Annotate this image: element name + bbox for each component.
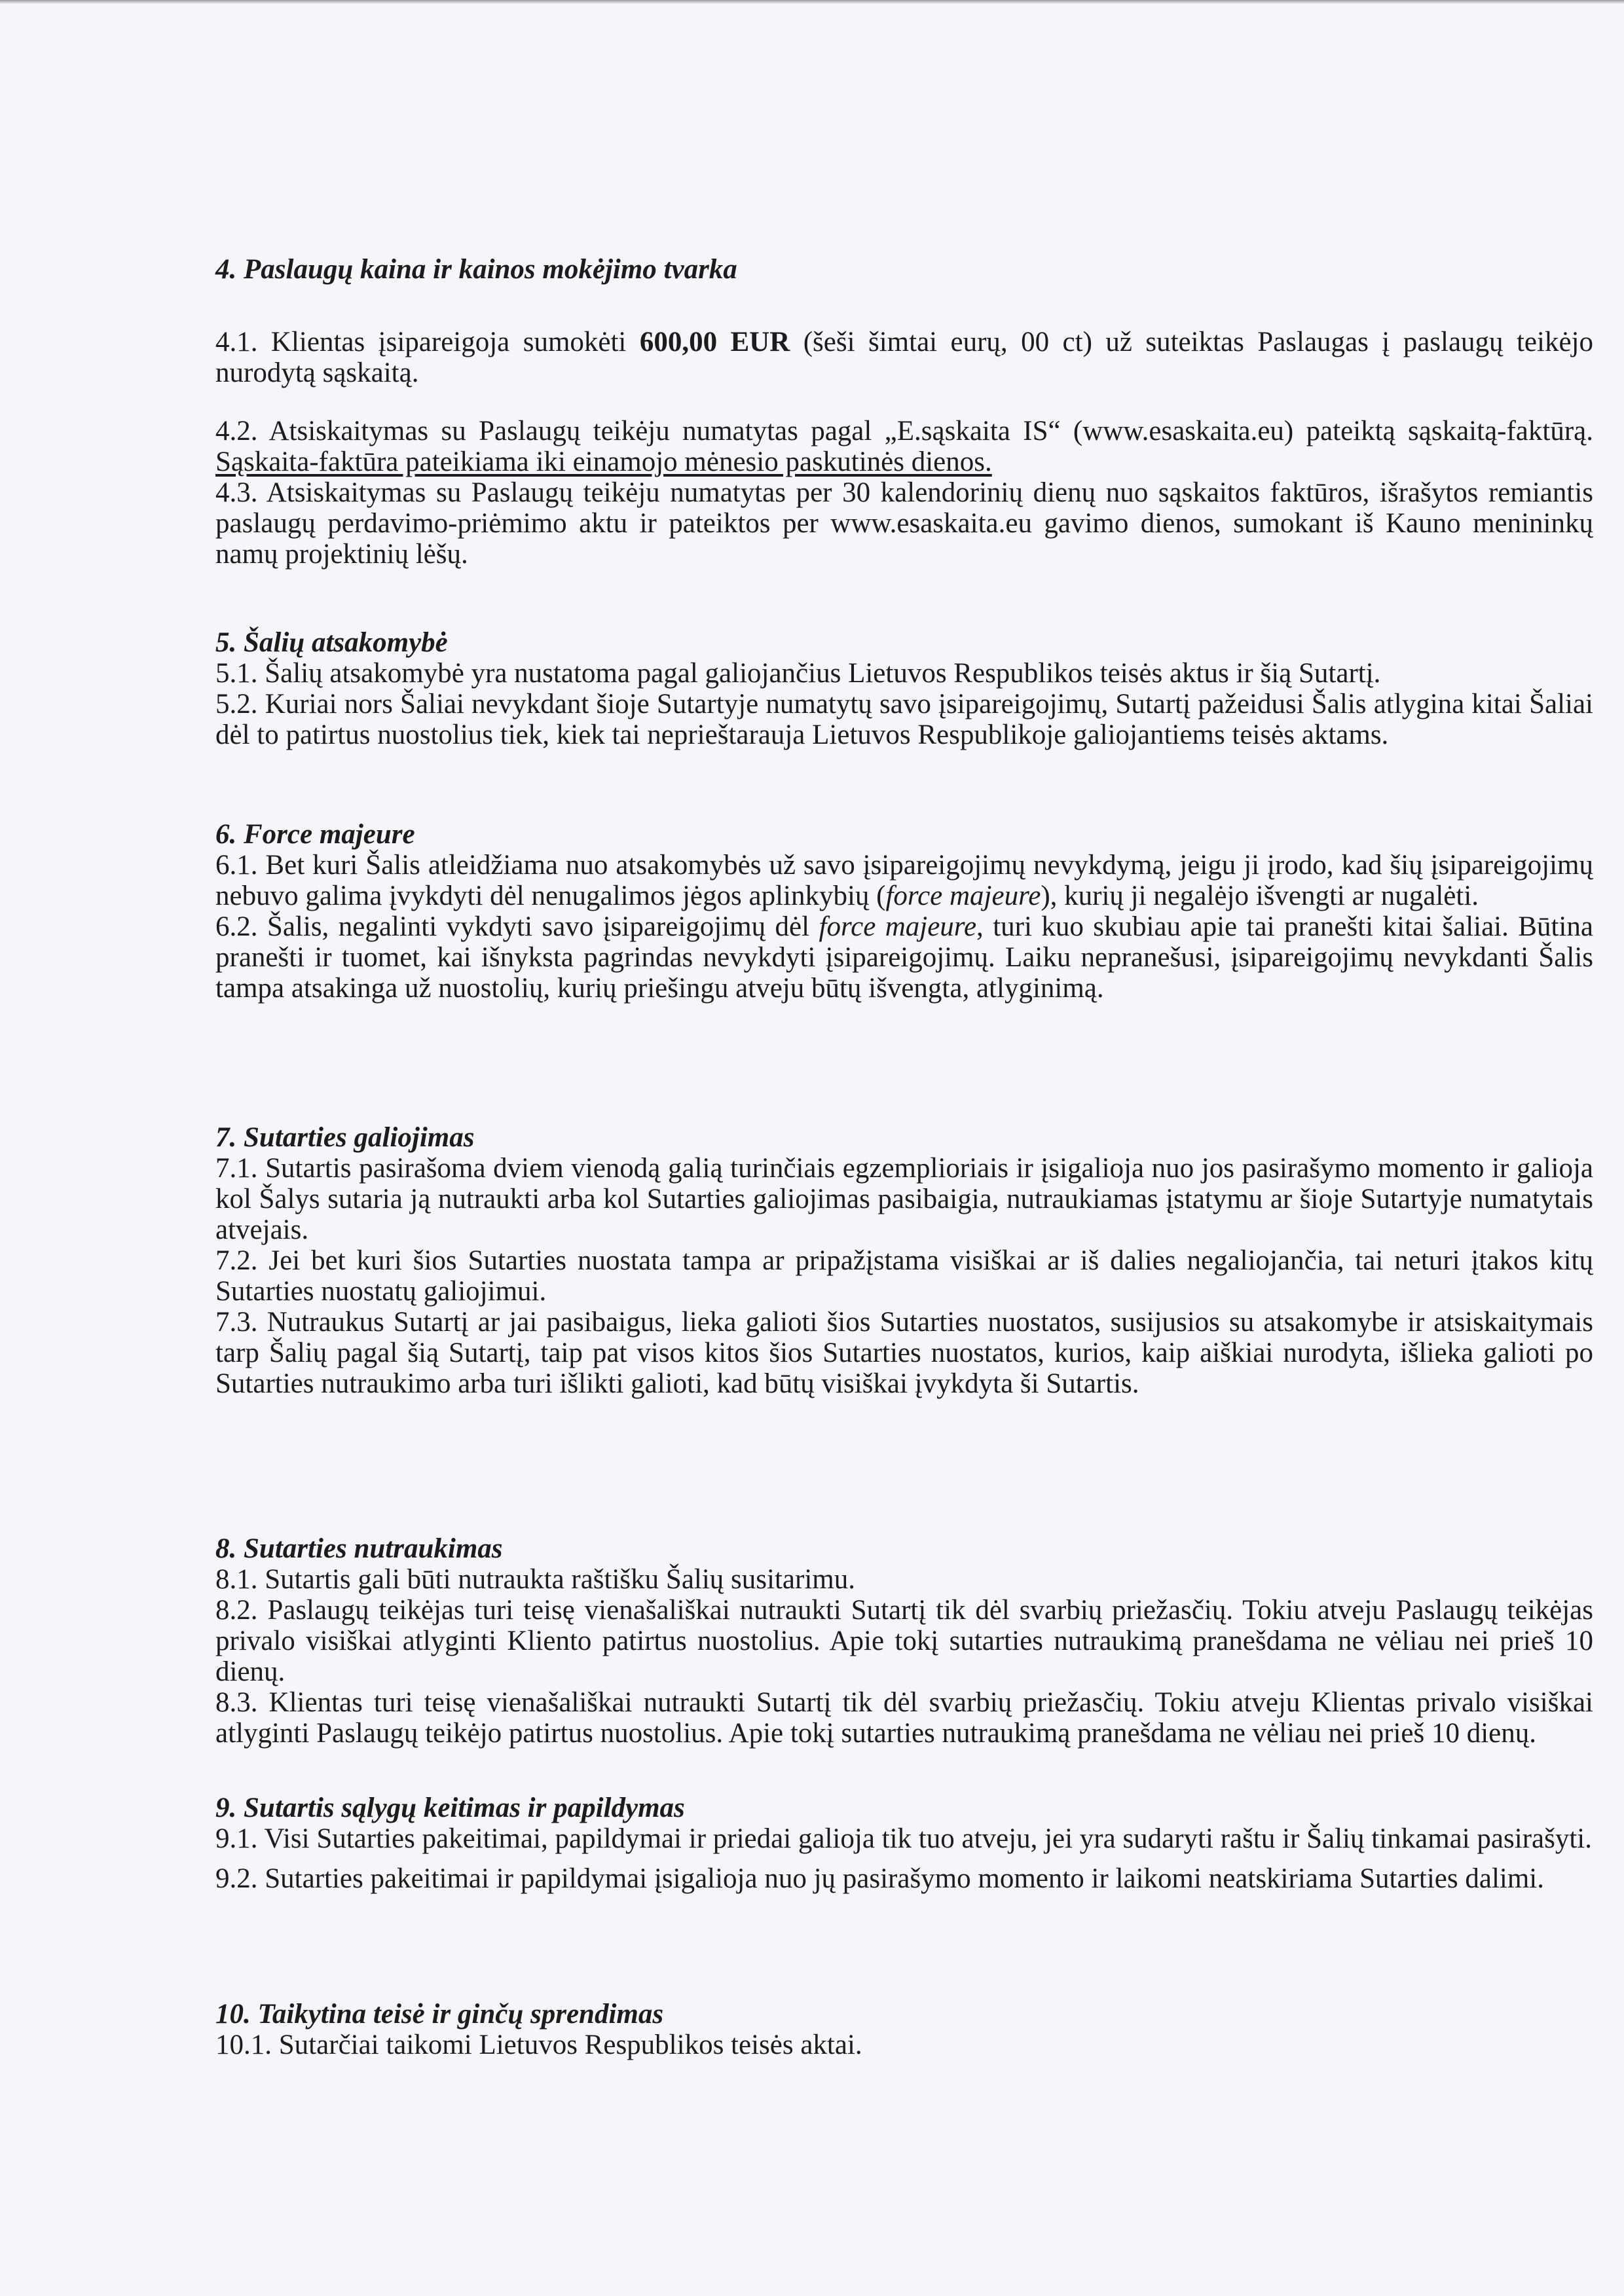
clause-7-1: 7.1. Sutartis pasirašoma dviem vienodą galią turinčiais egzemplioriais ir įsigalioja nuo jos pasirašymo momento ir galioja kol Šalys sutaria ją nutraukti arba kol Sutarties galiojimas pasibaigia, nutraukiamas įstatymu ar šioje Sutartyje numatytais atvejais.: [215, 1153, 1593, 1245]
section-8-termination: [215, 1533, 1593, 1749]
underlined-text: Sąskaita-faktūra pateikiama iki einamojo mėnesio paskutinės dienos.: [215, 446, 992, 477]
section-7-validity: [215, 1122, 1593, 1399]
clause-4-1: [215, 327, 1593, 388]
clause-8-1: 8.1. Sutartis gali būti nutraukta raštišku Šalių susitarimu.: [215, 1564, 855, 1595]
clause-5-1: 5.1. Šalių atsakomybė yra nustatoma pagal galiojančius Lietuvos Respublikos teisės aktus ir šią Sutartį.: [215, 658, 1381, 689]
clause-10-1: 10.1. Sutarčiai taikomi Lietuvos Respublikos teisės aktai.: [215, 2030, 862, 2060]
section-5-liability: [215, 627, 1593, 750]
clause-9-2: 9.2. Sutarties pakeitimai ir papildymai įsigalioja nuo jų pasirašymo momento ir laikomi neatskiriama Sutarties dalimi.: [215, 1863, 1544, 1894]
section-4-price: [215, 254, 1593, 570]
section-heading: 4. Paslaugų kaina ir kainos mokėjimo tvarka: [215, 254, 737, 285]
clause-4-2: [215, 416, 1593, 477]
section-heading: 10. Taikytina teisė ir ginčų sprendimas: [215, 1999, 664, 2030]
text: , turi kuo skubiau apie tai pranešti kitai šaliai. Būtina pranešti ir tuomet, kai išnyksta pagrindas nevykdyti įsipareigojimų. Laiku nepranešusi, įsipareigojimų nevykdanti Šalis tampa atsakinga už nuostolių, kurių priešingu atveju būtų išvengta, atlyginimą.: [215, 911, 1593, 1004]
clause-4-3: 4.3. Atsiskaitymas su Paslaugų teikėju numatytas per 30 kalendorinių dienų nuo sąskaitos faktūros, išrašytos remiantis paslaugų perdavimo-priėmimo aktu ir pateiktos per www.esaskaita.eu gavimo dienos, sumokant iš Kauno menininkų namų projektinių lėšų.: [215, 477, 1593, 570]
text: 4.1. Klientas įsipareigoja sumokėti: [215, 327, 640, 357]
clause-6-2: [215, 911, 1593, 1004]
text: 6.2. Šalis, negalinti vykdyti savo įsipareigojimų dėl: [215, 911, 819, 942]
italic-text: force majeure: [885, 881, 1041, 911]
text: 6.1. Bet kuri Šalis atleidžiama nuo atsakomybės už savo įsipareigojimų nevykdymą, jeigu ji įrodo, kad šių įsipareigojimų nebuvo galima įvykdyti dėl nenugalimos jėgos aplinkybių (: [215, 850, 1593, 911]
section-heading: 6. Force majeure: [215, 819, 415, 850]
clause-5-2: 5.2. Kuriai nors Šaliai nevykdant šioje Sutartyje numatytų savo įsipareigojimų, Sutartį pažeidusi Šalis atlygina kitai Šaliai dėl to patirtus nuostolius tiek, kiek tai neprieštarauja Lietuvos Respublikoje galiojantiems teisės aktams.: [215, 689, 1593, 750]
clause-6-1: [215, 850, 1593, 911]
italic-text: force majeure: [819, 911, 977, 942]
clause-7-2: 7.2. Jei bet kuri šios Sutarties nuostata tampa ar pripažįstama visiškai ar iš dalies negaliojančia, tai neturi įtakos kitų Sutarties nuostatų galiojimui.: [215, 1245, 1593, 1307]
section-heading: 7. Sutarties galiojimas: [215, 1122, 475, 1153]
text: 4.2. Atsiskaitymas su Paslaugų teikėju numatytas pagal „E.sąskaita IS“ (www.esaskaita.eu) pateiktą sąskaitą-faktūrą.: [215, 416, 1593, 446]
section-heading: 9. Sutartis sąlygų keitimas ir papildymas: [215, 1793, 685, 1823]
amount: 600,00 EUR: [639, 327, 790, 357]
text: ), kurių ji negalėjo išvengti ar nugalėti.: [1041, 881, 1479, 911]
section-heading: 5. Šalių atsakomybė: [215, 627, 448, 658]
scan-edge: [0, 0, 1624, 4]
section-6-force-majeure: [215, 819, 1593, 1004]
text: (šeši šimtai eurų, 00 ct) už suteiktas Paslaugas į paslaugų teikėjo nurodytą sąskaitą.: [215, 327, 1593, 388]
section-9-amendments: [215, 1793, 1593, 1894]
section-10-governing-law: [215, 1999, 1593, 2060]
clause-7-3: 7.3. Nutraukus Sutartį ar jai pasibaigus, lieka galioti šios Sutarties nuostatos, susijusios su atsakomybe ir atsiskaitymais tarp Šalių pagal šią Sutartį, taip pat visos kitos šios Sutarties nuostatos, kurios, kaip aiškiai nurodyta, išlieka galioti po Sutarties nutraukimo arba turi išlikti galioti, kad būtų visiškai įvykdyta ši Sutartis.: [215, 1307, 1593, 1399]
clause-8-3: 8.3. Klientas turi teisę vienašališkai nutraukti Sutartį tik dėl svarbių priežasčių. Tokiu atveju Klientas privalo visiškai atlyginti Paslaugų teikėjo patirtus nuostolius. Apie tokį sutarties nutraukimą pranešdama ne vėliau nei prieš 10 dienų.: [215, 1687, 1593, 1749]
section-heading: 8. Sutarties nutraukimas: [215, 1533, 503, 1564]
clause-8-2: 8.2. Paslaugų teikėjas turi teisę vienašališkai nutraukti Sutartį tik dėl svarbių priežasčių. Tokiu atveju Paslaugų teikėjas privalo visiškai atlyginti Kliento patirtus nuostolius. Apie tokį sutarties nutraukimą pranešdama ne vėliau nei prieš 10 dienų.: [215, 1595, 1593, 1687]
clause-9-1: 9.1. Visi Sutarties pakeitimai, papildymai ir priedai galioja tik tuo atveju, jei yra sudaryti raštu ir Šalių tinkamai pasirašyti.: [215, 1823, 1592, 1854]
